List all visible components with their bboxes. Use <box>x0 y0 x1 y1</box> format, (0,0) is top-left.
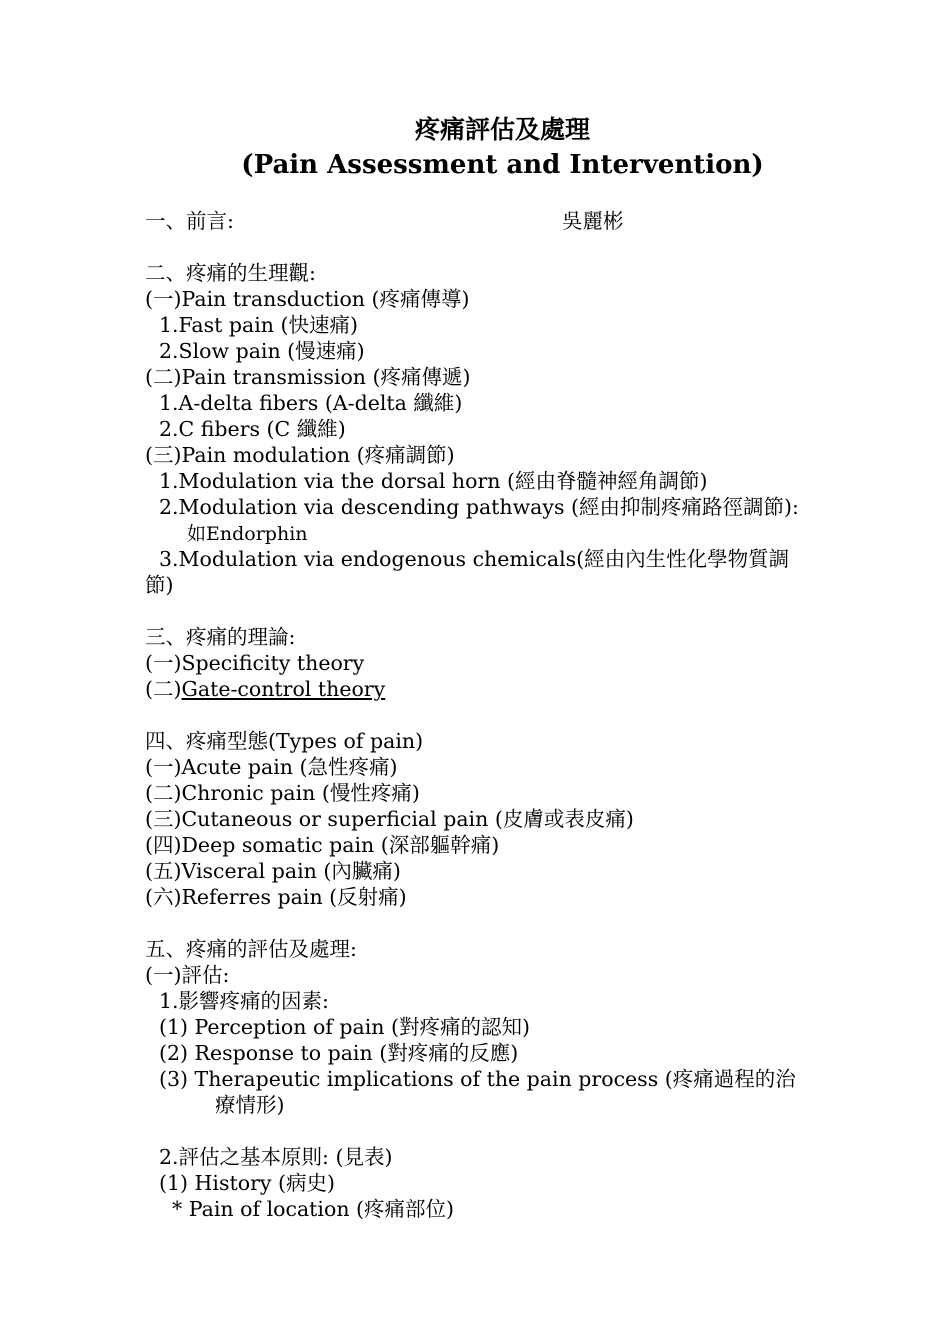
list-item: (一)Pain transduction (疼痛傳導) <box>145 287 470 311</box>
list-item: (2) Response to pain (對疼痛的反應) <box>159 1041 519 1065</box>
section-3-heading: 三、疼痛的理論: <box>145 625 296 649</box>
list-item: 1.影響疼痛的因素: <box>159 989 329 1013</box>
list-item: 1.Fast pain (快速痛) <box>159 313 359 337</box>
list-prefix: (二) <box>145 677 182 701</box>
list-item: 2.C fibers (C 纖維) <box>159 417 346 441</box>
list-item: (四)Deep somatic pain (深部軀幹痛) <box>145 833 500 857</box>
list-item <box>145 676 385 702</box>
list-item: * Pain of location (疼痛部位) <box>172 1197 455 1221</box>
section-5-heading: 五、疼痛的評估及處理: <box>145 937 357 961</box>
list-item: (1) Perception of pain (對疼痛的認知) <box>159 1015 531 1039</box>
gate-control-link[interactable]: Gate-control theory <box>181 677 386 701</box>
list-item: (一)評估: <box>145 963 230 987</box>
list-item: 1.A-delta fibers (A-delta 纖維) <box>159 391 463 415</box>
list-item: 3.Modulation via endogenous chemicals(經由內生性化學物質調 <box>159 547 790 571</box>
list-item: (三)Pain modulation (疼痛調節) <box>145 443 455 467</box>
list-item: (六)Referres pain (反射痛) <box>145 885 407 909</box>
list-item-continuation: 節) <box>145 573 174 597</box>
list-item: (二)Pain transmission (疼痛傳遞) <box>145 365 471 389</box>
list-item: 2.評估之基本原則: (見表) <box>159 1145 393 1169</box>
section-4-heading: 四、疼痛型態(Types of pain) <box>145 729 424 753</box>
list-item: (一)Specificity theory <box>145 651 365 675</box>
list-item: (三)Cutaneous or superficial pain (皮膚或表皮痛) <box>145 807 634 831</box>
list-item: (3) Therapeutic implications of the pain process (疼痛過程的治 <box>159 1067 796 1091</box>
list-item: (1) History (病史) <box>159 1171 335 1195</box>
list-item: (一)Acute pain (急性疼痛) <box>145 755 398 779</box>
list-item: 2.Modulation via descending pathways (經由抑制疼痛路徑調節): <box>159 495 799 519</box>
section-2-heading: 二、疼痛的生理觀: <box>145 261 316 285</box>
list-item-continuation: 如Endorphin <box>187 523 308 545</box>
title-chinese: 疼痛評估及處理 <box>414 115 590 144</box>
list-item: 2.Slow pain (慢速痛) <box>159 339 365 363</box>
section-1-heading: 一、前言: <box>145 209 234 233</box>
list-item-continuation: 療情形) <box>215 1093 285 1117</box>
list-item: 1.Modulation via the dorsal horn (經由脊髓神經角調節) <box>159 469 708 493</box>
title-english: (Pain Assessment and Intervention) <box>241 150 764 180</box>
author-name: 吳麗彬 <box>562 209 624 233</box>
list-item: (二)Chronic pain (慢性疼痛) <box>145 781 420 805</box>
list-item: (五)Visceral pain (內臟痛) <box>145 859 401 883</box>
